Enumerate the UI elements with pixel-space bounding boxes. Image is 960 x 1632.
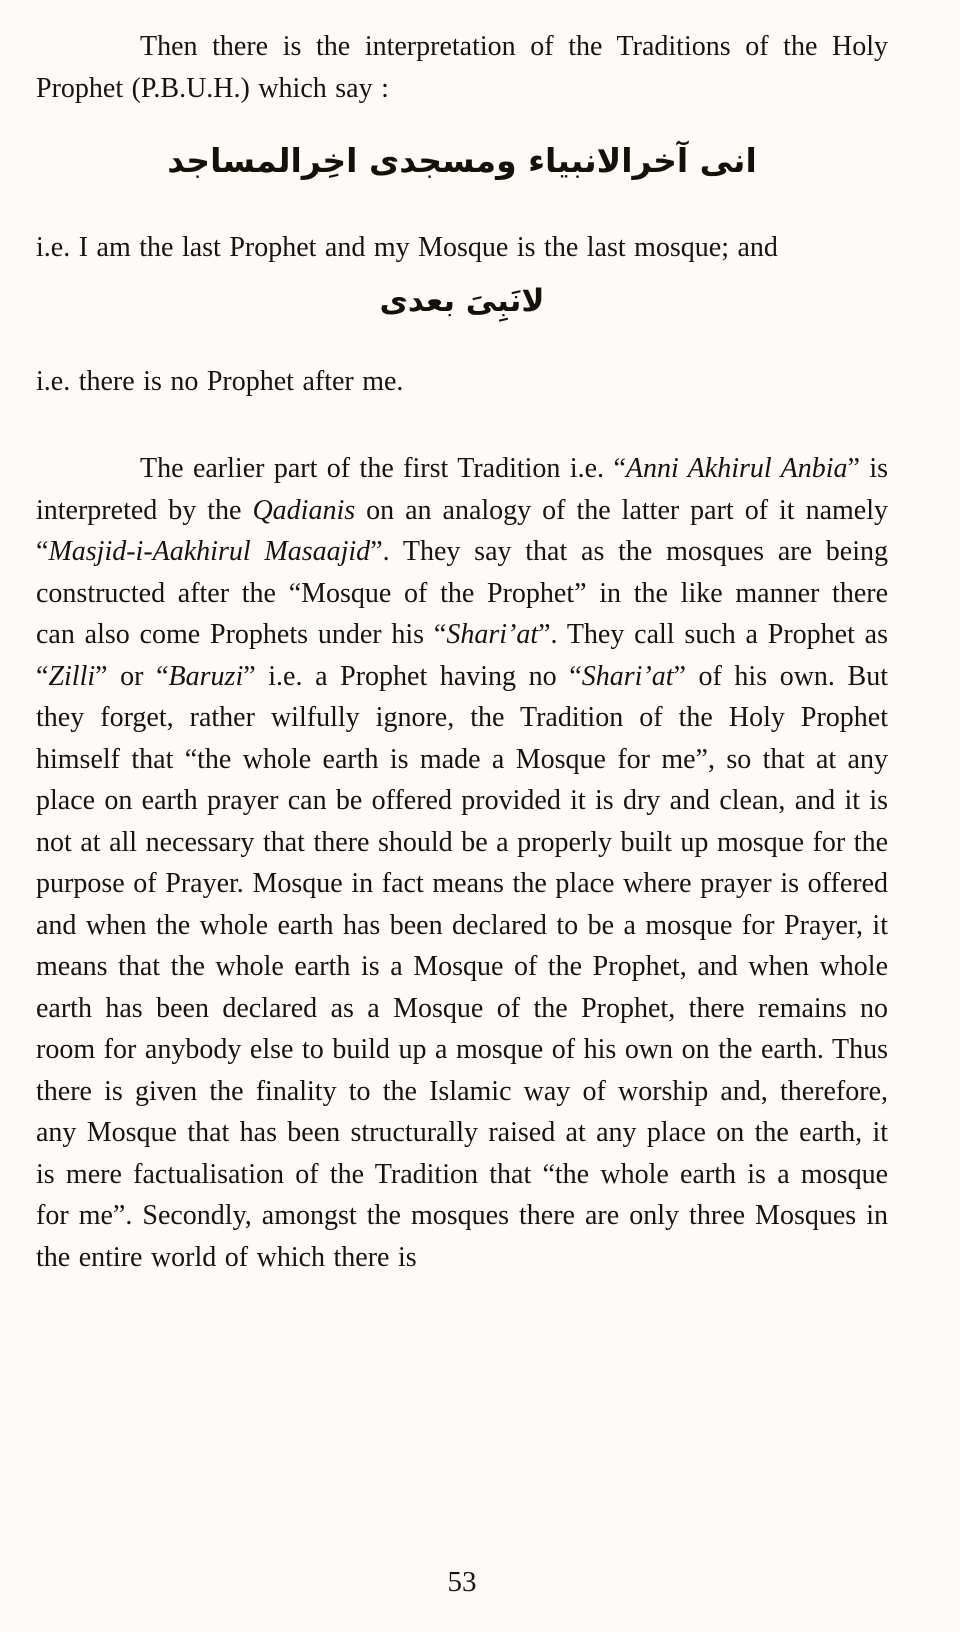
translation-1: i.e. I am the last Prophet and my Mosque is the last mosque; and — [36, 232, 778, 263]
translation-2: i.e. there is no Prophet after me. — [36, 365, 404, 397]
emphasized-term: Zilli — [48, 660, 96, 692]
body-text-segment: ” is interpreted by the — [36, 453, 889, 526]
body-text-segment: ” of his own. But they forget, rather wilfully ignore, the Tradition of the Holy Prophet himself that “the whole earth is made a Mosque for me”, so that at any place on earth prayer can be offered provided it is dry and clean, and it is not at all necessary that there should be a properly built up mosque for the purpose of Prayer. Mosque in fact means the place where prayer is offered and when the whole earth has been declared to be a mosque for Prayer, it means that the whole earth is a Mosque of the Prophet, and when whole earth has been declared as a Mosque of the Prophet, there remains no room for anybody else to build up a mosque of his own on the earth. Thus there is given the finality to the Islamic way of worship and, therefore, any Mosque that has been structurally raised at any place on the earth, it is mere factualisation of the Tradition that “the whole earth is a mosque for me”. Secondly, amongst the mosques there are only three Mosques in the entire world of which there is — [36, 660, 888, 1273]
body-text-segment: ”. They say that as the mosques are being constructed after the “Mosque of the Prophet” in the like manner there can also come Prophets under his “ — [36, 536, 888, 650]
arabic-hadith-2: لانَبِىَ بعدى — [379, 282, 545, 319]
emphasized-term: Shari’at — [446, 619, 539, 650]
body-text-segment: on an analogy of the latter part of it namely “ — [36, 494, 888, 567]
emphasized-term: Baruzi — [168, 660, 244, 692]
arabic-hadith-1: انى آخرالانبياء ومسجدى اخِرالمساجد — [167, 141, 757, 180]
body-text-segment: The earlier part of the first Tradition i.e. “ — [140, 453, 626, 484]
body-text-segment: ” i.e. a Prophet having no “ — [243, 660, 582, 692]
emphasized-term: Qadianis — [252, 494, 356, 526]
emphasized-term: Anni Akhirul Anbia — [625, 453, 848, 484]
emphasized-term: Shari’at — [581, 660, 674, 692]
intro-paragraph: Then there is the interpretation of the Traditions of the Holy Prophet (P.B.U.H.) which say : — [36, 31, 888, 104]
body-text-segment: ” or “ — [95, 660, 169, 692]
page-number: 53 — [447, 1566, 477, 1598]
body-text-segment: ”. They call such a Prophet as “ — [36, 619, 889, 692]
emphasized-term: Masjid-i-Aakhirul Masaajid — [48, 536, 371, 567]
body-paragraph — [36, 448, 888, 1278]
